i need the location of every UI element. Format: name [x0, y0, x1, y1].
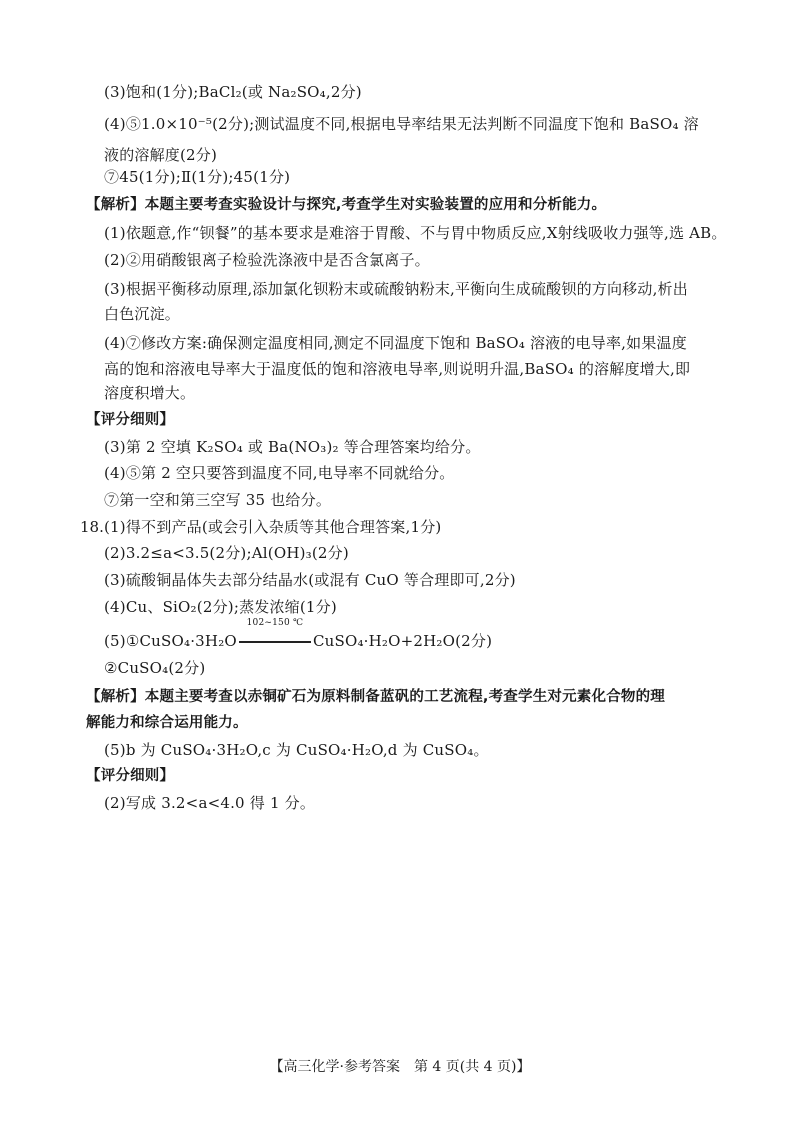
scoring-heading: 【评分细则】: [86, 412, 175, 428]
answer-line: (4)⑤1.0×10⁻⁵(2分);测试温度不同,根据电导率结果无法判断不同温度下饱和 BaSO₄ 溶: [104, 115, 699, 133]
equation-line: [104, 618, 493, 651]
answer-line: (1)得不到产品(或会引入杂质等其他合理答案,1分): [104, 518, 442, 536]
scoring-line: (2)写成 3.2<a<4.0 得 1 分。: [104, 794, 316, 812]
equation-product: CuSO₄·H₂O+2H₂O(2分): [312, 632, 493, 650]
analysis-line: (4)⑦修改方案:确保测定温度相同,测定不同温度下饱和 BaSO₄ 溶液的电导率,如果温度: [104, 334, 687, 352]
analysis-heading: 【解析】本题主要考查实验设计与探究,考查学生对实验装置的应用和分析能力。: [86, 197, 607, 213]
reaction-condition: 102~150 ℃: [246, 618, 304, 628]
scoring-line: (3)第 2 空填 K₂SO₄ 或 Ba(NO₃)₂ 等合理答案均给分。: [104, 438, 481, 456]
answer-line: 液的溶解度(2分): [104, 146, 218, 164]
analysis-heading: 【解析】本题主要考查以赤铜矿石为原料制备蓝矾的工艺流程,考查学生对元素化合物的理: [86, 689, 666, 705]
scoring-heading: 【评分细则】: [86, 768, 175, 784]
analysis-line: (1)依题意,作“钡餐”的基本要求是难溶于胃酸、不与胃中物质反应,X射线吸收力强等,选 AB。: [104, 224, 727, 242]
answer-line: ②CuSO₄(2分): [104, 659, 206, 677]
equation-reactant: (5)①CuSO₄·3H₂O: [104, 632, 237, 650]
scoring-line: (4)⑤第 2 空只要答到温度不同,电导率不同就给分。: [104, 464, 455, 482]
analysis-line: (5)b 为 CuSO₄·3H₂O,c 为 CuSO₄·H₂O,d 为 CuSO₄。: [104, 741, 489, 759]
reaction-arrow: [237, 618, 313, 651]
analysis-line: (3)根据平衡移动原理,添加氯化钡粉末或硫酸钠粉末,平衡向生成硫酸钡的方向移动,析出: [104, 280, 688, 298]
answer-line: (3)硫酸铜晶体失去部分结晶水(或混有 CuO 等合理即可,2分): [104, 571, 516, 589]
answer-line: (4)Cu、SiO₂(2分);蒸发浓缩(1分): [104, 598, 337, 616]
answer-line: (3)饱和(1分);BaCl₂(或 Na₂SO₄,2分): [104, 83, 362, 101]
answer-line: ⑦45(1分);Ⅱ(1分);45(1分): [104, 168, 291, 186]
answer-line: (2)3.2≤a<3.5(2分);Al(OH)₃(2分): [104, 544, 349, 562]
analysis-line: 溶度积增大。: [104, 384, 196, 402]
page-footer: 【高三化学·参考答案 第 4 页(共 4 页)】: [269, 1059, 531, 1075]
scoring-line: ⑦第一空和第三空写 35 也给分。: [104, 491, 332, 509]
analysis-heading-cont: 解能力和综合运用能力。: [86, 715, 248, 731]
analysis-line: 白色沉淀。: [104, 305, 181, 323]
analysis-line: (2)②用硝酸银离子检验洗涤液中是否含氯离子。: [104, 251, 430, 269]
question-number: 18.: [80, 518, 104, 536]
analysis-line: 高的饱和溶液电导率大于温度低的饱和溶液电导率,则说明升温,BaSO₄ 的溶解度增大,即: [104, 360, 691, 378]
